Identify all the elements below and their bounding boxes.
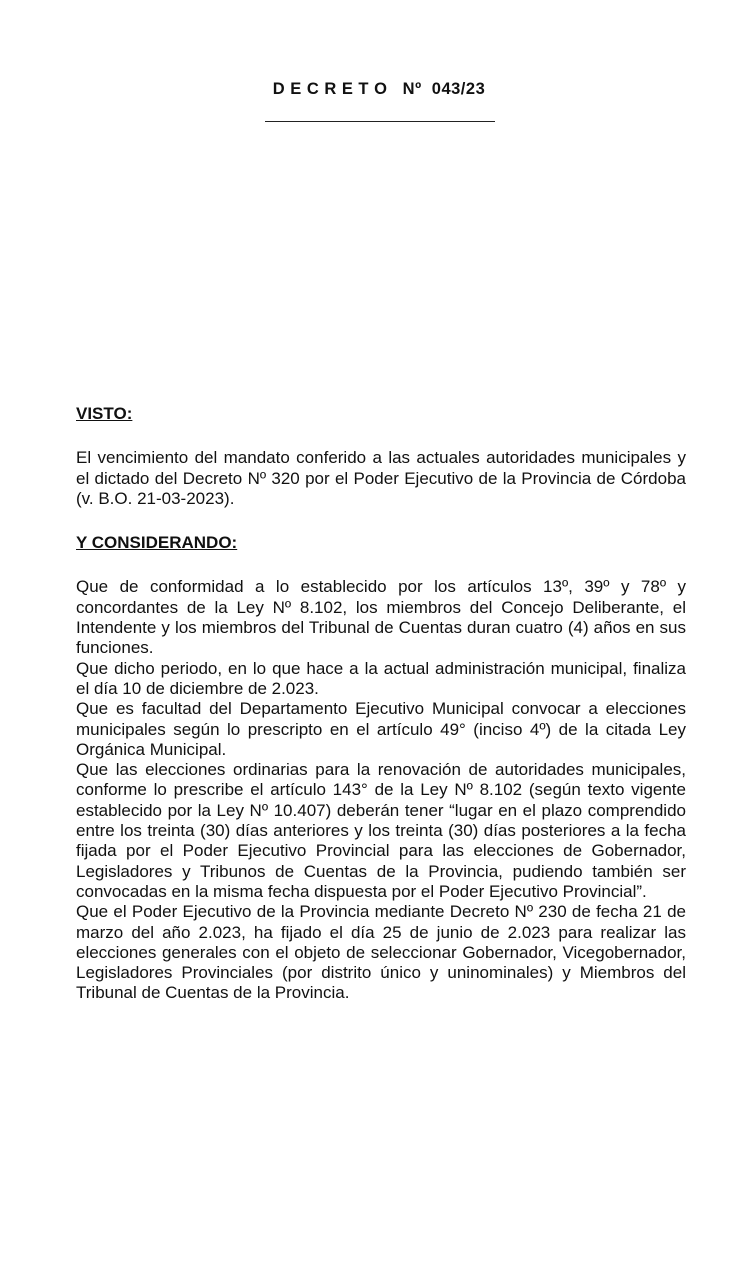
considerando-paragraph: Que las elecciones ordinarias para la renovación de autoridades municipales, conforme lo prescribe el artículo 143° de la Ley Nº 8.102 (según texto vigente establecido por la Ley Nº 10.407) deberán tener “lugar en el plazo comprendido entre los treinta (30) días anteriores y los treinta (30) días posteriores a la fecha fijada por el Poder Ejecutivo Provincial para las elecciones de Gobernador, Legisladores y Tribunos de Cuentas de la Provincia, pudiendo también ser convocadas en la misma fecha dispuesta por el Poder Ejecutivo Provincial”.: [76, 760, 686, 901]
considerando-heading: Y CONSIDERANDO:: [76, 533, 238, 553]
considerando-paragraph: Que dicho periodo, en lo que hace a la actual administración municipal, finaliza el día 10 de diciembre de 2.023.: [76, 658, 686, 698]
spacer: [76, 553, 686, 577]
visto-paragraph: El vencimiento del mandato conferido a las actuales autoridades municipales y el dictado del Decreto Nº 320 por el Poder Ejecutivo de la Provincia de Córdoba (v. B.O. 21-03-2023).: [76, 448, 686, 508]
considerando-paragraph: Que el Poder Ejecutivo de la Provincia mediante Decreto Nº 230 de fecha 21 de marzo del año 2.023, ha fijado el día 25 de junio de 2.023 para realizar las elecciones generales con el objeto de seleccionar Gobernador, Vicegobernador, Legisladores Provinciales (por distrito único y uninominales) y Miembros del Tribunal de Cuentas de la Provincia.: [76, 902, 686, 1003]
visto-heading: VISTO:: [76, 404, 133, 423]
document-body: [76, 404, 686, 1004]
considerando-paragraph: Que de conformidad a lo establecido por los artículos 13º, 39º y 78º y concordantes de la Ley Nº 8.102, los miembros del Concejo Deliberante, el Intendente y los miembros del Tribunal de Cuentas duran cuatro (4) años en sus funciones.: [76, 577, 686, 658]
considerando-paragraph: Que es facultad del Departamento Ejecutivo Municipal convocar a elecciones municipales según lo prescripto en el artículo 49° (inciso 4º) de la citada Ley Orgánica Municipal.: [76, 699, 686, 759]
decree-title: D E C R E T O Nº 043/23: [272, 80, 486, 98]
title-underline: [265, 121, 495, 122]
spacer: [76, 424, 686, 448]
title-block: [0, 80, 750, 99]
spacer: [76, 509, 686, 533]
